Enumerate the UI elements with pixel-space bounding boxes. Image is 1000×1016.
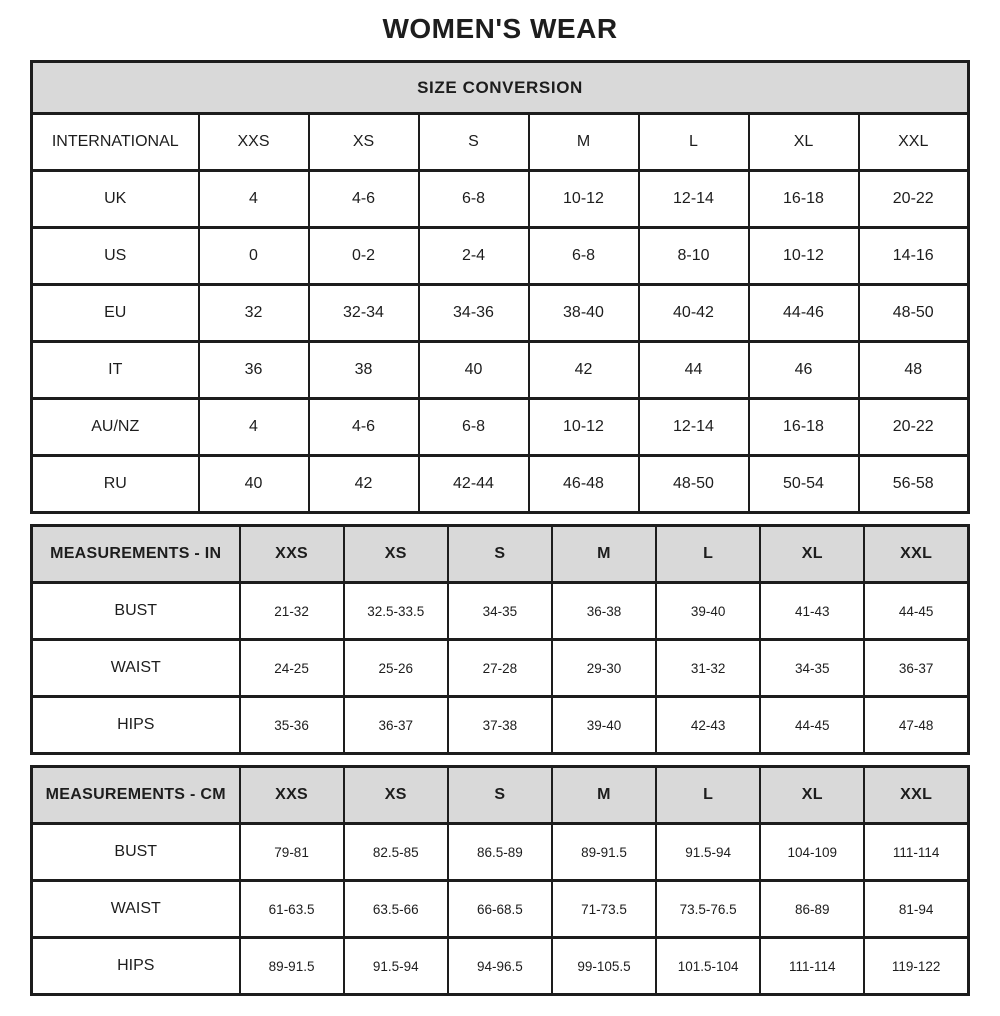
value-cell: 89-91.5: [552, 824, 656, 881]
value-cell: 6-8: [529, 228, 639, 285]
value-cell: 81-94: [864, 881, 968, 938]
row-label: HIPS: [32, 697, 240, 754]
value-cell: 42: [529, 342, 639, 399]
size-column-header: L: [639, 114, 749, 171]
size-column-header: XS: [344, 526, 448, 583]
size-column-header: M: [552, 526, 656, 583]
table-row: [32, 938, 969, 995]
value-cell: 8-10: [639, 228, 749, 285]
value-cell: 12-14: [639, 171, 749, 228]
value-cell: 2-4: [419, 228, 529, 285]
value-cell: 82.5-85: [344, 824, 448, 881]
value-cell: 36: [199, 342, 309, 399]
value-cell: 39-40: [552, 697, 656, 754]
value-cell: 44: [639, 342, 749, 399]
value-cell: 91.5-94: [656, 824, 760, 881]
value-cell: 56-58: [859, 456, 969, 513]
value-cell: 91.5-94: [344, 938, 448, 995]
size-column-header: XS: [309, 114, 419, 171]
row-label: AU/NZ: [32, 399, 199, 456]
value-cell: 10-12: [749, 228, 859, 285]
size-column-header: S: [419, 114, 529, 171]
value-cell: 32-34: [309, 285, 419, 342]
value-cell: 63.5-66: [344, 881, 448, 938]
size-column-header: M: [552, 767, 656, 824]
value-cell: 36-37: [344, 697, 448, 754]
table-row: [32, 342, 969, 399]
value-cell: 31-32: [656, 640, 760, 697]
value-cell: 111-114: [760, 938, 864, 995]
size-column-header: XXS: [240, 526, 344, 583]
value-cell: 4-6: [309, 171, 419, 228]
measurements-cm-table: [30, 765, 970, 996]
value-cell: 20-22: [859, 399, 969, 456]
value-cell: 36-38: [552, 583, 656, 640]
row-label: RU: [32, 456, 199, 513]
size-conversion-column-header-row: [32, 114, 969, 171]
value-cell: 48-50: [639, 456, 749, 513]
value-cell: 48: [859, 342, 969, 399]
value-cell: 4-6: [309, 399, 419, 456]
size-column-header: XXL: [864, 526, 968, 583]
value-cell: 44-45: [760, 697, 864, 754]
value-cell: 41-43: [760, 583, 864, 640]
value-cell: 46-48: [529, 456, 639, 513]
value-cell: 38-40: [529, 285, 639, 342]
value-cell: 40: [419, 342, 529, 399]
size-column-header: XL: [749, 114, 859, 171]
row-label: WAIST: [32, 881, 240, 938]
measurements-in-body: [32, 583, 969, 754]
value-cell: 48-50: [859, 285, 969, 342]
measurements-in-header-row: [32, 526, 969, 583]
size-conversion-body: [32, 171, 969, 513]
row-label: HIPS: [32, 938, 240, 995]
table-row: [32, 583, 969, 640]
table-row: [32, 640, 969, 697]
table-label-header: MEASUREMENTS - CM: [32, 767, 240, 824]
value-cell: 73.5-76.5: [656, 881, 760, 938]
value-cell: 4: [199, 399, 309, 456]
size-column-header: XXL: [859, 114, 969, 171]
value-cell: 35-36: [240, 697, 344, 754]
size-conversion-banner-row: [32, 62, 969, 114]
row-label: EU: [32, 285, 199, 342]
value-cell: 66-68.5: [448, 881, 552, 938]
size-column-header: XXS: [199, 114, 309, 171]
size-conversion-banner: SIZE CONVERSION: [32, 62, 969, 114]
value-cell: 71-73.5: [552, 881, 656, 938]
table-row: [32, 824, 969, 881]
size-column-header: XS: [344, 767, 448, 824]
value-cell: 39-40: [656, 583, 760, 640]
size-column-header: L: [656, 526, 760, 583]
table-label-header: INTERNATIONAL: [32, 114, 199, 171]
value-cell: 38: [309, 342, 419, 399]
value-cell: 119-122: [864, 938, 968, 995]
value-cell: 12-14: [639, 399, 749, 456]
value-cell: 111-114: [864, 824, 968, 881]
page-title: WOMEN'S WEAR: [382, 13, 618, 44]
value-cell: 0: [199, 228, 309, 285]
value-cell: 34-35: [760, 640, 864, 697]
value-cell: 6-8: [419, 171, 529, 228]
value-cell: 10-12: [529, 399, 639, 456]
value-cell: 99-105.5: [552, 938, 656, 995]
value-cell: 44-46: [749, 285, 859, 342]
table-row: [32, 285, 969, 342]
table-row: [32, 697, 969, 754]
value-cell: 50-54: [749, 456, 859, 513]
size-column-header: XL: [760, 526, 864, 583]
row-label: WAIST: [32, 640, 240, 697]
row-label: BUST: [32, 824, 240, 881]
size-conversion-table: [30, 60, 970, 514]
value-cell: 104-109: [760, 824, 864, 881]
table-label-header: MEASUREMENTS - IN: [32, 526, 240, 583]
value-cell: 89-91.5: [240, 938, 344, 995]
value-cell: 42-44: [419, 456, 529, 513]
value-cell: 40: [199, 456, 309, 513]
value-cell: 20-22: [859, 171, 969, 228]
value-cell: 32.5-33.5: [344, 583, 448, 640]
value-cell: 25-26: [344, 640, 448, 697]
table-row: [32, 456, 969, 513]
measurements-cm-body: [32, 824, 969, 995]
value-cell: 4: [199, 171, 309, 228]
table-row: [32, 171, 969, 228]
size-column-header: S: [448, 526, 552, 583]
size-column-header: XXS: [240, 767, 344, 824]
measurements-in-table: [30, 524, 970, 755]
row-label: UK: [32, 171, 199, 228]
size-column-header: M: [529, 114, 639, 171]
value-cell: 6-8: [419, 399, 529, 456]
row-label: US: [32, 228, 199, 285]
size-column-header: S: [448, 767, 552, 824]
value-cell: 14-16: [859, 228, 969, 285]
value-cell: 34-36: [419, 285, 529, 342]
value-cell: 61-63.5: [240, 881, 344, 938]
value-cell: 86-89: [760, 881, 864, 938]
value-cell: 21-32: [240, 583, 344, 640]
table-row: [32, 228, 969, 285]
value-cell: 79-81: [240, 824, 344, 881]
table-row: [32, 881, 969, 938]
row-label: BUST: [32, 583, 240, 640]
value-cell: 32: [199, 285, 309, 342]
value-cell: 27-28: [448, 640, 552, 697]
value-cell: 29-30: [552, 640, 656, 697]
value-cell: 40-42: [639, 285, 749, 342]
value-cell: 34-35: [448, 583, 552, 640]
value-cell: 36-37: [864, 640, 968, 697]
size-column-header: XXL: [864, 767, 968, 824]
row-label: IT: [32, 342, 199, 399]
value-cell: 37-38: [448, 697, 552, 754]
value-cell: 46: [749, 342, 859, 399]
value-cell: 86.5-89: [448, 824, 552, 881]
value-cell: 42: [309, 456, 419, 513]
table-row: [32, 399, 969, 456]
value-cell: 44-45: [864, 583, 968, 640]
measurements-cm-header-row: [32, 767, 969, 824]
value-cell: 16-18: [749, 399, 859, 456]
value-cell: 0-2: [309, 228, 419, 285]
value-cell: 10-12: [529, 171, 639, 228]
value-cell: 101.5-104: [656, 938, 760, 995]
value-cell: 16-18: [749, 171, 859, 228]
value-cell: 94-96.5: [448, 938, 552, 995]
value-cell: 24-25: [240, 640, 344, 697]
value-cell: 42-43: [656, 697, 760, 754]
size-column-header: XL: [760, 767, 864, 824]
value-cell: 47-48: [864, 697, 968, 754]
size-column-header: L: [656, 767, 760, 824]
